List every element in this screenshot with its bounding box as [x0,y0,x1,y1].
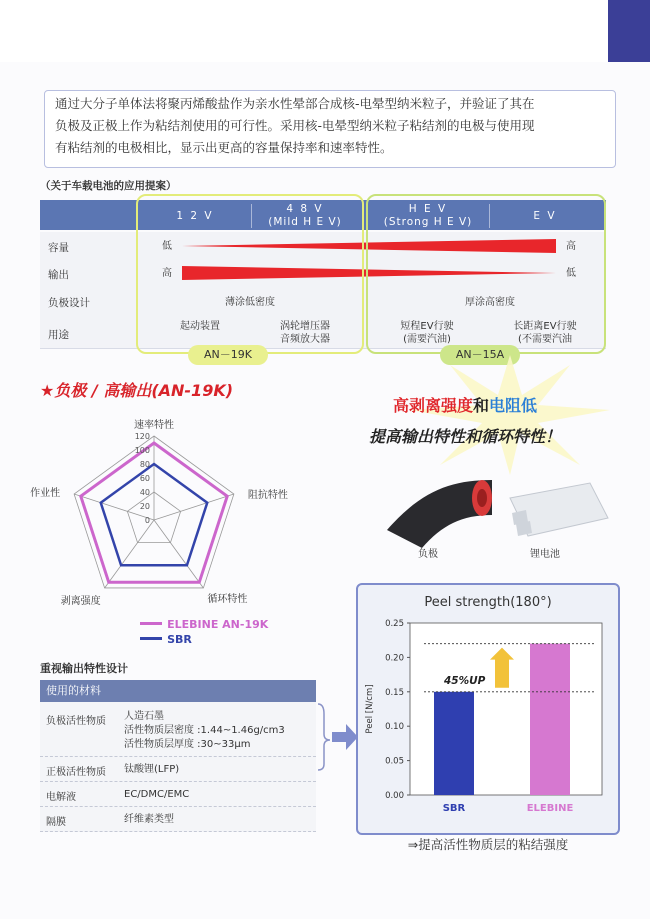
bracket-arrow [316,700,360,772]
intro-line-2: 负极及正极上作为粘结剂使用的可行性。采用核-电晕型纳米粒子粘结剂的电极与使用现 [55,118,535,133]
radar-tick-label: 100 [134,446,150,455]
radar-spoke [154,520,203,588]
legend-elebine: ELEBINE AN-19K [167,618,269,631]
bracket-line [318,704,330,770]
radar-tick-label: 20 [139,502,150,511]
radar-axis-label: 作业性 [30,488,61,500]
material-key: 隔膜 [46,817,66,828]
design-thick: 厚涂高密度 [465,297,515,308]
col-48v-label: 4 8 V [286,203,324,215]
intro-line-1: 通过大分子单体法将聚丙烯酸盐作为亲水性晕部合成核-电晕型纳米粒子，并验证了其在 [55,96,535,111]
y-tick-label: 0.25 [385,619,404,629]
anode-caption: 负极 [418,549,438,560]
use-ev-a: 长距离EV行驶 [513,321,577,332]
use-48v-b: 音频放大器 [280,334,330,345]
legend-swatch-elebine [140,622,162,625]
material-key: 负极活性物质 [46,716,106,727]
an19k-pill: AN－19K [188,345,268,365]
capacity-label: 容量 [48,242,69,254]
material-value: 纤维素类型 [124,814,174,825]
bar-elebine [530,644,570,795]
material-value [124,710,285,752]
output-low: 低 [566,268,576,279]
y-tick-label: 0.00 [385,791,404,801]
radar-legend-2 [140,628,290,647]
design-thin: 薄涂低密度 [225,297,275,308]
material-key: 电解液 [46,792,76,803]
battery-caption: 锂电池 [530,549,560,560]
output-label: 输出 [48,269,69,281]
highlight-line-2: 提高输出特性和循环特性！ [368,427,561,446]
radar-chart [30,410,320,610]
anode-photo [382,470,494,550]
bar-sbr [434,692,474,795]
use-48v-a: 涡轮增压器 [280,321,330,332]
highlight-resistance: 电阻低 [489,396,538,415]
material-key: 正极活性物质 [46,767,106,778]
design-label: 负极设计 [48,297,90,309]
material-row-electrolyte [40,782,316,807]
use-label: 用途 [48,329,69,341]
y-axis-label: Peel [N/cm] [365,684,375,734]
x-tick-label: SBR [442,803,466,814]
proposal-title: （关于车载电池的应用提案） [40,180,177,192]
peel-caption: ⇒提高活性物质层的粘结强度 [407,837,569,852]
col-48v-sub: (Mild H E V) [268,216,342,228]
material-value-2: 活性物质层密度 :1.44~1.46g/cm3 [124,725,285,736]
col-hev-label: H E V [408,203,448,215]
radar-axis-label: 循环特性 [207,593,248,605]
col-ev-label: E V [533,210,557,222]
highlight-line-1 [325,393,605,416]
material-row-cathode [40,757,316,782]
materials-header: 使用的材料 [40,680,316,702]
x-tick-label: ELEBINE [526,803,574,814]
radar-tick-label: 40 [139,488,150,497]
radar-axis-label: 速率特性 [134,420,174,431]
intro-line-3: 有粘结剂的电极相比，显示出更高的容量保持率和速率特性。 [55,140,393,155]
use-ev-b: (不需要汽油 [518,334,572,345]
y-tick-label: 0.10 [385,722,404,733]
output-high: 高 [162,268,172,279]
corner-tab [608,0,650,62]
material-value: EC/DMC/EMC [124,789,190,800]
annotation-45-up: 45%UP [444,674,486,687]
feature-title [40,378,233,401]
radar-tick-label: 0 [144,516,150,525]
use-12v: 起动装置 [180,321,220,332]
peel-chart-panel [356,583,620,835]
use-hev-a: 短程EV行驶 [400,321,454,332]
material-row-separator [40,807,316,832]
legend-sbr: SBR [167,633,192,646]
material-value: 钛酸锂(LFP) [124,764,180,775]
highlight-peel: 高剥离强度 [392,396,473,415]
use-hev-b: (需要汽油) [403,334,451,345]
radar-tick-label: 60 [139,474,150,483]
anode-roll-core [477,489,487,507]
material-row-anode [40,702,316,757]
radar-tick-label: 120 [134,432,150,441]
radar-tick-label: 80 [139,460,150,469]
capacity-high: 高 [566,241,576,252]
radar-spoke [105,520,154,588]
material-value-1: 人造石墨 [124,711,164,722]
top-band [0,0,650,62]
legend-swatch-sbr [140,637,162,640]
intro-box [44,90,616,168]
materials-title: 重视输出特性设计 [40,662,128,675]
star-icon: ★ [40,381,55,400]
col-hev-sub: (Strong H E V) [383,216,473,228]
y-tick-label: 0.15 [385,687,404,698]
peel-chart [358,615,618,833]
feature-title-text: 负极 / 高输出(AN-19K) [54,381,234,400]
highlight-and: 和 [472,396,489,415]
y-tick-label: 0.20 [385,653,404,664]
highlight-block [325,393,605,447]
capacity-low: 低 [162,241,172,252]
peel-chart-title: Peel strength(180°) [424,595,552,610]
radar-axis-label: 阻抗特性 [247,490,288,502]
material-value-3: 活性物质层厚度 :30~33μm [124,739,251,750]
an15a-pill: AN－15A [440,345,520,365]
y-tick-label: 0.05 [385,756,404,767]
col-12v-label: 1 2 V [176,210,214,222]
an15a-group-frame [366,194,606,354]
battery-photo [500,478,612,548]
an19k-group-frame [136,194,364,354]
radar-axis-label: 剥离强度 [60,595,101,607]
arrow-right-icon [332,724,358,750]
